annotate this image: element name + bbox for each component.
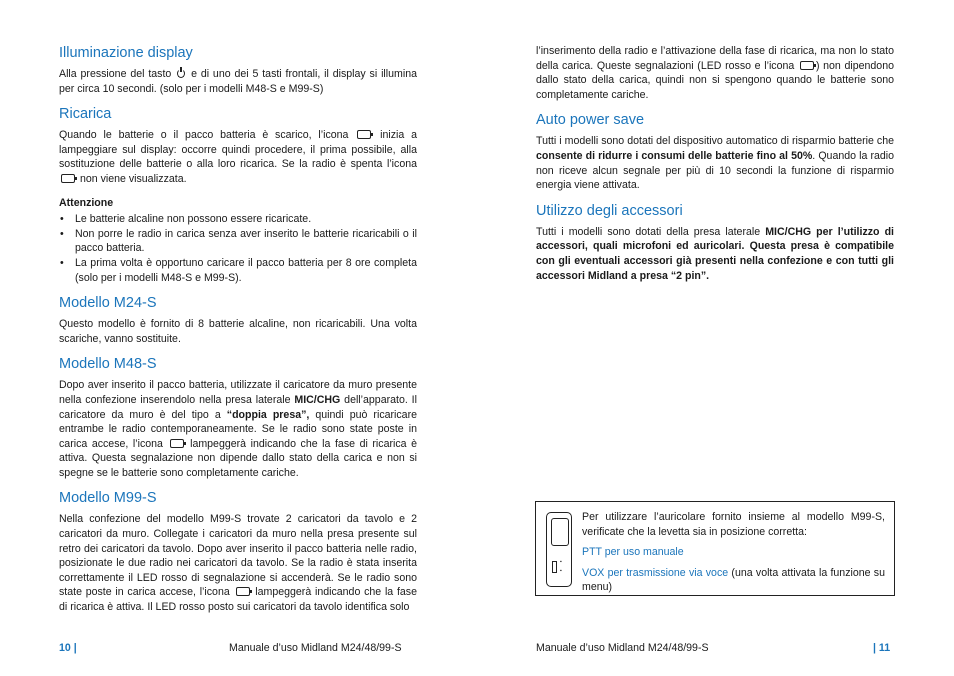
- battery-icon: [800, 61, 814, 70]
- battery-icon: [61, 174, 75, 183]
- list-item: • Non porre le radio in carica senza aver inserito le batterie ricaricabili o il pacco batteria.: [59, 227, 417, 256]
- note-ptt: PTT per uso manuale: [582, 546, 684, 559]
- page-number-right: | 11: [873, 642, 891, 654]
- page-number-left: 10 |: [59, 642, 77, 654]
- battery-icon: [357, 130, 371, 139]
- attention-label: Attenzione: [59, 196, 114, 209]
- paragraph-m48s: Dopo aver inserito il pacco batteria, utilizzate il caricatore da muro presente nella confezione inserendolo nella presa laterale MIC/CHG dell’apparato. Il caricatore da muro è del tipo a “doppia presa”, quindi può ricaricare entrambe le radio contemporaneamente. Se le radio sono state poste in carica accese, l’icona lampeggerà indicando che la fase di ricarica è attiva. Questa segnalazione non dipende dallo stato della carica e non si spegne se le batterie sono completamente cariche.: [59, 379, 417, 479]
- paragraph-continued: l’inserimento della radio e l’attivazione della fase di ricarica, ma non lo stato della carica. Queste segnalazioni (LED rosso e l’icona ) non dipendono dallo stato della carica, quindi non si spengono quando le batterie sono completamente cariche.: [536, 45, 894, 101]
- paragraph-m99s: Nella confezione del modello M99-S trovate 2 caricatori da tavolo e 2 caricatori da muro. Collegate i caricatori da muro nella presa presente sul retro dei caricatori da tavolo. Dopo aver inserito il pacco batteria nelle radio, posizionate le due radio nei caricatori da tavolo. Se la radio è stata inserita correttamente il LED rosso di segnalazione si accenderà. Se le radio sono state poste in carica accese, l’icona lampeggerà indicando che la fase di ricarica è attiva. Il LED rosso posto sui caricatori da tavolo identifica solo: [59, 513, 417, 614]
- section-title-accessori: Utilizzo degli accessori: [536, 202, 683, 219]
- radio-screen: [551, 518, 569, 546]
- section-title-illuminazione: Illuminazione display: [59, 45, 193, 61]
- note-intro: Per utilizzare l’auricolare fornito insieme al modello M99-S, verificate che la levetta sia in posizione corretta:: [582, 511, 885, 538]
- left-column: [59, 44, 417, 624]
- section-title-ricarica: Ricarica: [59, 106, 112, 123]
- section-title-m24s: Modello M24-S: [59, 295, 157, 312]
- battery-icon: [236, 587, 250, 596]
- power-icon: [177, 69, 185, 78]
- section-title-m99s: Modello M99-S: [59, 490, 157, 507]
- footer-title-left: Manuale d’uso Midland M24/48/99-S: [229, 642, 402, 654]
- paragraph-ricarica: Quando le batterie o il pacco batteria è scarico, l’icona inizia a lampeggiare sul display: occorre quindi procedere, il prima possibile, alla sostituzione delle batterie o alla loro ricarica. Se la radio è spenta l’icona non viene visualizzata.: [59, 129, 417, 185]
- attention-list: [59, 212, 417, 285]
- battery-icon: [170, 439, 184, 448]
- section-title-auto-power-save: Auto power save: [536, 112, 645, 129]
- section-title-m48s: Modello M48-S: [59, 356, 157, 373]
- list-item: • Le batterie alcaline non possono essere ricaricate.: [59, 212, 417, 227]
- paragraph-m24s: Questo modello è fornito di 8 batterie alcaline, non ricaricabili. Una volta scariche, vanno sostituite.: [59, 318, 417, 345]
- paragraph-accessori: Tutti i modelli sono dotati della presa laterale MIC/CHG per l’utilizzo di accessori, quali microfoni ed auricolari. Questa presa è compatibile con gli eventuali accessori già presenti nella confezione e con tutti gli accessori Midland a presa “2 pin”.: [536, 225, 894, 282]
- right-column: [536, 44, 894, 292]
- note-text: [582, 510, 885, 601]
- paragraph-auto-power-save: Tutti i modelli sono dotati del dispositivo automatico di risparmio batterie che consente di ridurre i consumi delle batterie fino al 50%. Quando la radio non riceve alcun segnale per più di 10 secondi la funzione di risparmio energia viene attivata.: [536, 135, 895, 192]
- note-vox: VOX per trasmissione via voce (una volta attivata la funzione su menu): [582, 566, 885, 594]
- list-item: • La prima volta è opportuno caricare il pacco batteria per 8 ore completa (solo per i modelli M48-S e M99-S).: [59, 256, 417, 285]
- radio-icon: ▪ ▪: [546, 512, 572, 587]
- earpiece-note-box: [535, 501, 895, 596]
- footer-title-right: Manuale d’uso Midland M24/48/99-S: [536, 642, 709, 654]
- lever-switch: [552, 561, 557, 573]
- paragraph-illuminazione: Alla pressione del tasto e di uno dei 5 tasti frontali, il display si illumina per circa 10 secondi. (solo per i modelli M48-S e M99-S): [59, 68, 417, 95]
